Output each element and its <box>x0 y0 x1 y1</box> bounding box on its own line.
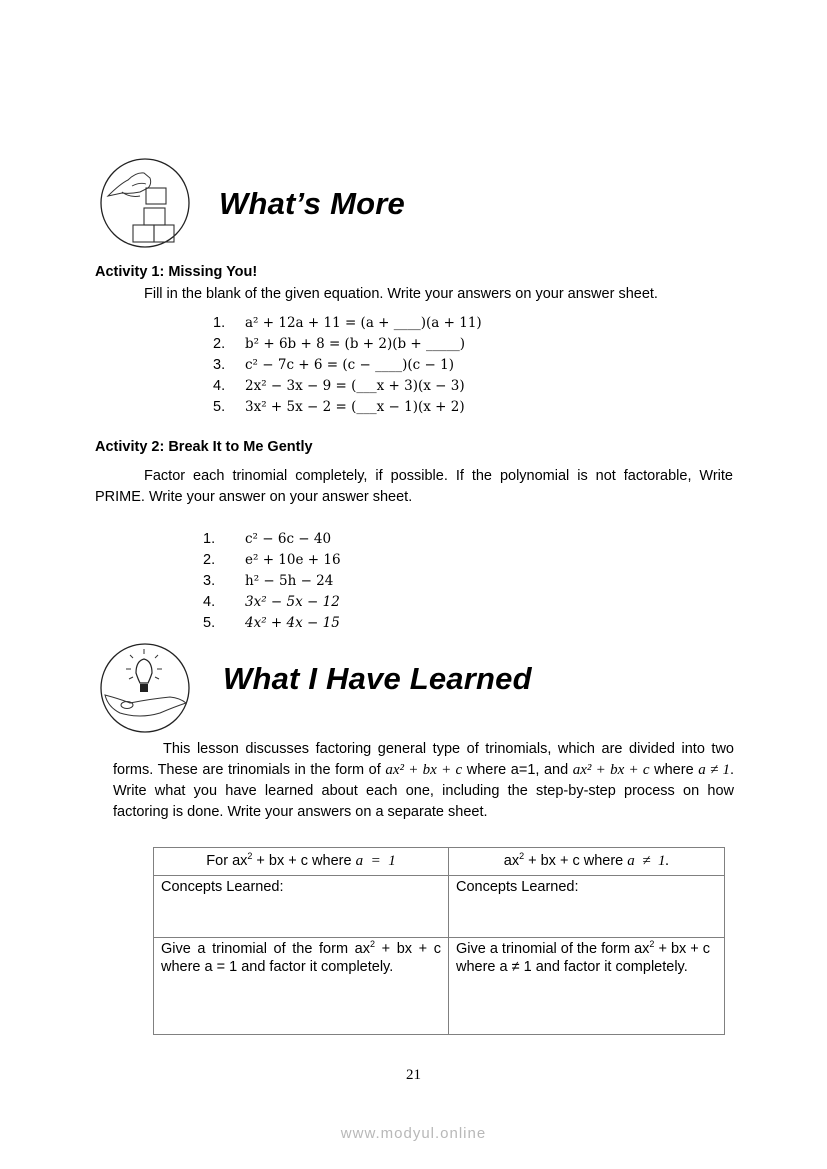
table-header-cell: $ax^2$ + bx + c where a ≠ 1. <box>449 848 725 876</box>
section-title-whats-more: What’s More <box>219 186 405 221</box>
list-item: 3. h² − 5h − 24 <box>203 573 334 589</box>
concepts-learned-cell-a-not-1[interactable]: Concepts Learned: <box>449 876 725 938</box>
watermark: www.modyul.online <box>340 1125 487 1142</box>
learning-summary-table <box>153 847 725 1035</box>
hand-stacking-blocks-icon <box>100 158 190 248</box>
activity-1-instruction: Fill in the blank of the given equation. Write your answers on your answer sheet. <box>144 286 658 302</box>
table-header-cell: For $ax^2$ + bx + c where a = 1 <box>154 848 449 876</box>
activity-2-heading: Activity 2: Break It to Me Gently <box>95 439 313 455</box>
table-row <box>154 938 725 1035</box>
list-item: 1. c² − 6c − 40 <box>203 531 332 547</box>
section-title-what-i-have-learned: What I Have Learned <box>223 661 532 696</box>
list-item: 4. 3x² − 5x − 12 <box>203 594 340 610</box>
learned-paragraph: This lesson discusses factoring general type of trinomials, which are divided into two forms. These are trinomials in the form of ax² + bx + c where a=1, and ax² + bx + c where a ≠ 1. Write what you have learned about each one, including the step-by-step process on how factoring is done. Write your answers on a separate sheet. <box>113 741 735 820</box>
list-item: 2. e² + 10e + 16 <box>203 552 341 568</box>
table-row <box>154 876 725 938</box>
activity-1-list <box>213 313 482 418</box>
concepts-learned-cell-a-equals-1[interactable]: Concepts Learned: <box>154 876 449 938</box>
table-header-row <box>154 848 725 876</box>
list-item: 5. 3x² + 5x − 2 = (___x − 1)(x + 2) <box>213 399 465 415</box>
list-item: 1. a² + 12a + 11 = (a + ____)(a + 11) <box>213 315 482 331</box>
list-item: 3. c² − 7c + 6 = (c − ____)(c − 1) <box>213 357 454 373</box>
activity-2-list <box>203 529 341 634</box>
activity-2-instruction: Factor each trinomial completely, if possible. If the polynomial is not factorable, Write PRIME. Write your answer on your answer sheet. <box>95 468 733 505</box>
example-cell-a-not-1[interactable]: Give a trinomial of the form $ax^2$ + bx + c where a ≠ 1 and factor it completely. <box>449 938 725 1035</box>
example-cell-a-equals-1[interactable]: Give a trinomial of the form $ax^2$ + bx + c where a = 1 and factor it completely. <box>154 938 449 1035</box>
list-item: 5. 4x² + 4x − 15 <box>203 615 340 631</box>
lightbulb-in-hand-icon <box>100 643 190 733</box>
page-number: 21 <box>406 1067 421 1083</box>
activity-1-heading: Activity 1: Missing You! <box>95 264 258 280</box>
list-item: 2. b² + 6b + 8 = (b + 2)(b + _____) <box>213 336 466 352</box>
list-item: 4. 2x² − 3x − 9 = (___x + 3)(x − 3) <box>213 378 465 394</box>
